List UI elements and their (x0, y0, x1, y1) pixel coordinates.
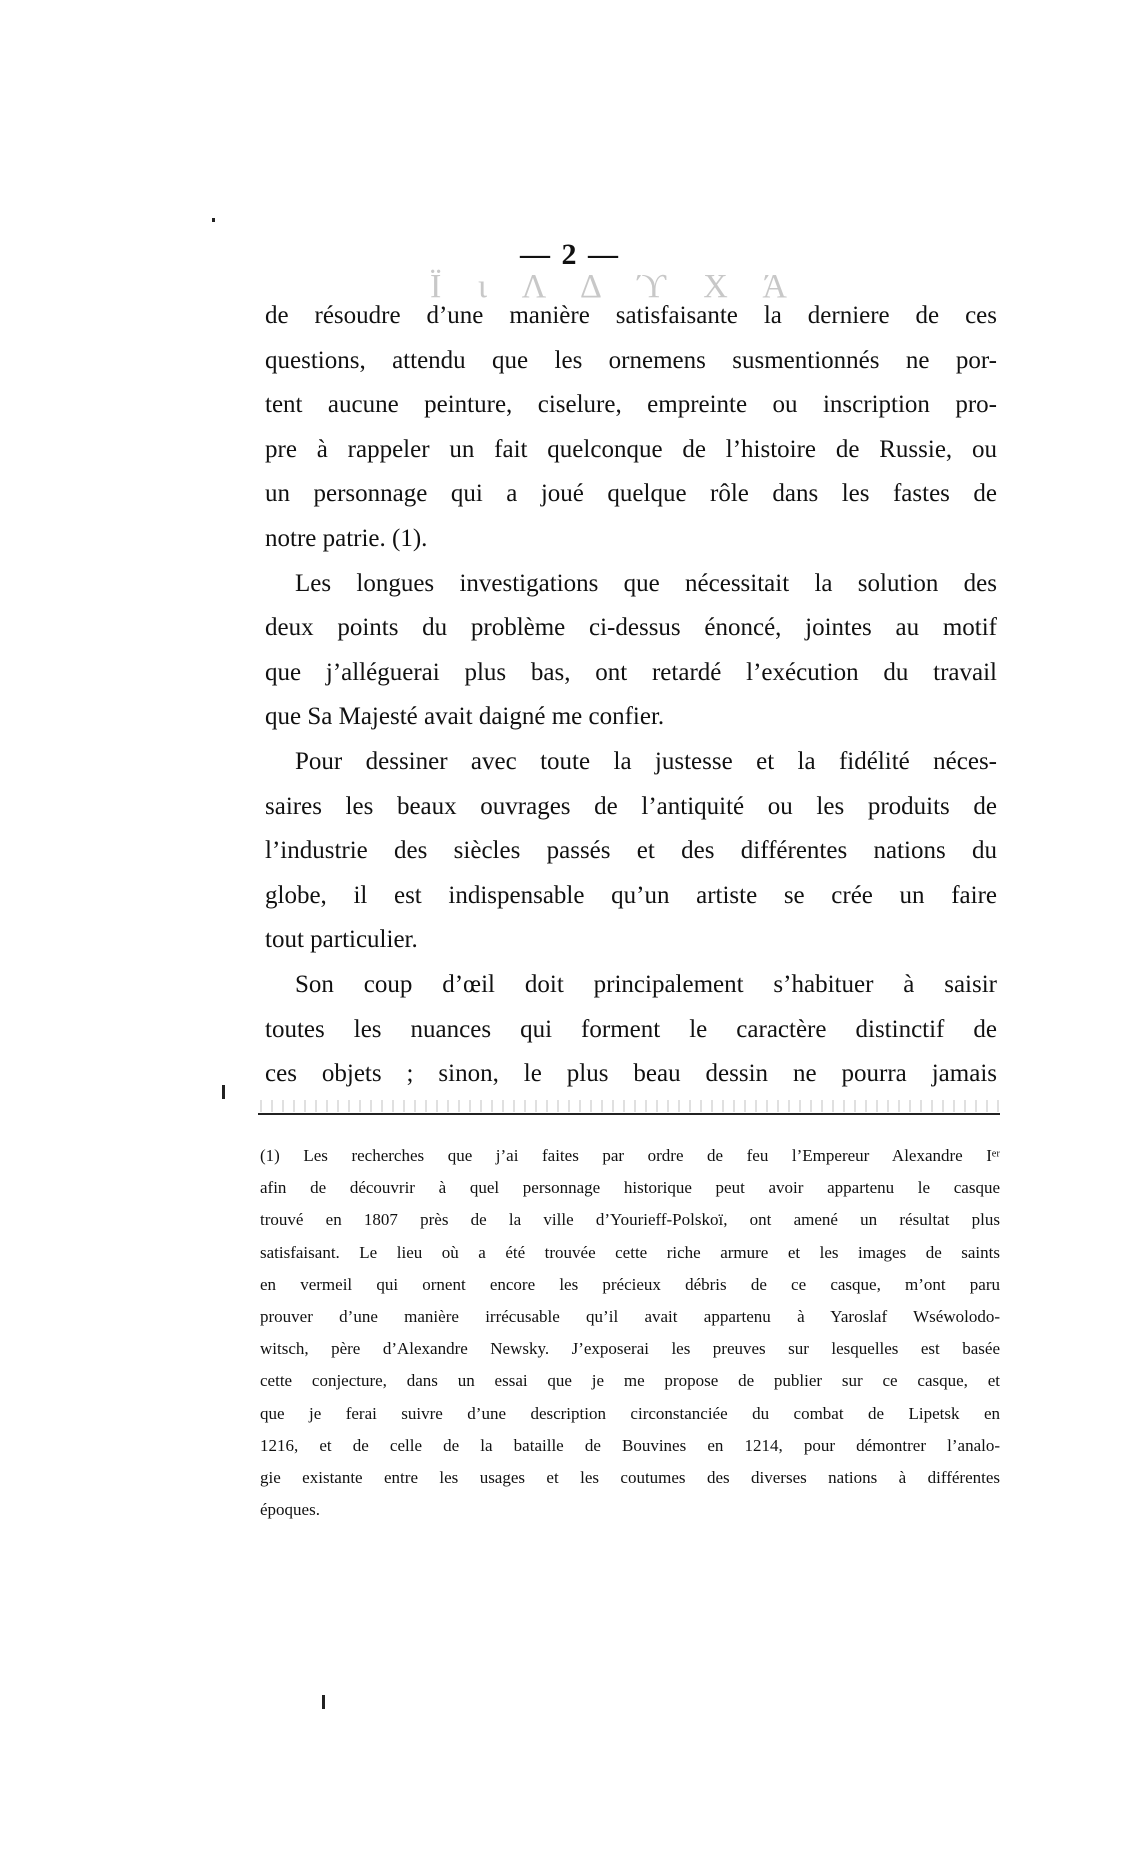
bleed-through-artifact (260, 1100, 1000, 1112)
footnote-line: époques. (260, 1500, 320, 1520)
text-line: tout particulier. (265, 926, 418, 954)
footnote (260, 1140, 1000, 1526)
footnote-separator (258, 1113, 1000, 1115)
text-line: l’industrie des siècles passés et des différentes nations du (265, 837, 997, 865)
text-line: questions, attendu que les ornemens susmentionnés ne por- (265, 346, 997, 374)
text-line: que Sa Majesté avait daigné me confier. (265, 703, 665, 731)
footnote-line: trouvé en 1807 près de la ville d’Yourieff-Polskoï, ont amené un résultat plus (260, 1210, 1000, 1230)
margin-speck (322, 1695, 325, 1709)
text-line: tent aucune peinture, ciselure, empreinte ou inscription pro- (265, 391, 997, 419)
text-line: globe, il est indispensable qu’un artiste se crée un faire (265, 881, 997, 909)
text-line: Pour dessiner avec toute la justesse et la fidélité néces- (295, 747, 997, 775)
footnote-line: witsch, père d’Alexandre Newsky. J’exposerai les preuves sur lesquelles est basée (260, 1339, 1000, 1359)
footnote-line: satisfaisant. Le lieu où a été trouvée cette riche armure et les images de saints (260, 1242, 1000, 1262)
text-line: notre patrie. (1). (265, 524, 428, 552)
footnote-line: 1216, et de celle de la bataille de Bouvines en 1214, pour démontrer l’analo- (260, 1435, 1000, 1455)
footnote-line: prouver d’une manière irrécusable qu’il avait appartenu à Yaroslaf Wséwolodo- (260, 1306, 1000, 1326)
main-text (265, 294, 997, 1097)
text-line: que j’alléguerai plus bas, ont retardé l’exécution du travail (265, 658, 997, 686)
text-line: un personnage qui a joué quelque rôle dans les fastes de (265, 480, 997, 508)
text-line: de résoudre d’une manière satisfaisante la derniere de ces (265, 302, 997, 329)
footnote-line: que je ferai suivre d’une description circonstanciée du combat de Lipetsk en (260, 1403, 1000, 1423)
footnote-line: en vermeil qui ornent encore les précieux débris de ce casque, m’ont paru (260, 1274, 1000, 1294)
footnote-line: afin de découvrir à quel personnage historique peut avoir appartenu le casque (260, 1178, 1000, 1198)
margin-speck (212, 218, 215, 222)
page-number: — 2 — (520, 238, 620, 271)
text-line: deux points du problème ci-dessus énoncé, jointes au motif (265, 614, 997, 642)
footnote-line: gie existante entre les usages et les coutumes des diverses nations à différentes (260, 1467, 1000, 1487)
footnote-line: (1) Les recherches que j’ai faites par ordre de feu l’Empereur Alexandre Iᵉʳ (260, 1146, 1000, 1165)
text-line: ces objets ; sinon, le plus beau dessin ne pourra jamais (265, 1060, 997, 1088)
text-line: toutes les nuances qui forment le caractère distinctif de (265, 1015, 997, 1043)
margin-speck (222, 1085, 225, 1099)
footnote-line: cette conjecture, dans un essai que je me propose de publier sur ce casque, et (260, 1371, 1000, 1391)
text-line: saires les beaux ouvrages de l’antiquité ou les produits de (265, 792, 997, 820)
text-line: Son coup d’œil doit principalement s’habituer à saisir (295, 970, 997, 998)
text-line: Les longues investigations que nécessitait la solution des (295, 569, 997, 597)
bleed-through-header: Ϊ ι Λ Δ ϓ Χ Ά (430, 268, 801, 298)
text-line: pre à rappeler un fait quelconque de l’histoire de Russie, ou (265, 435, 997, 463)
